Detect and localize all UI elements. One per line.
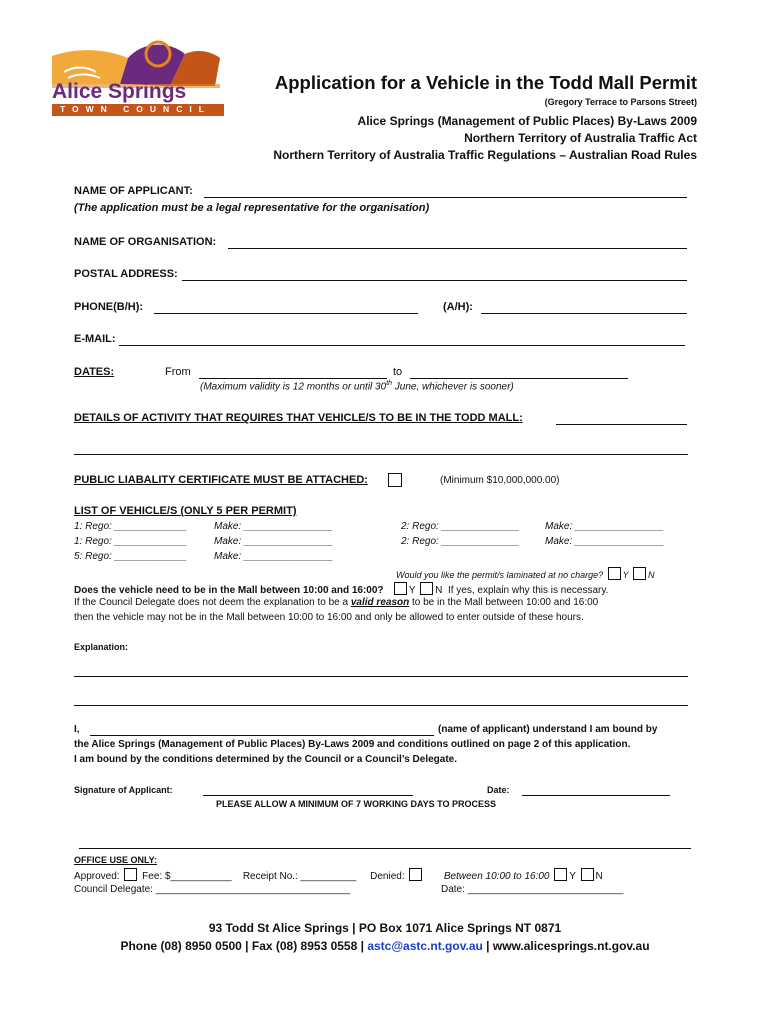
vehicle-row[interactable]: Make: ________________ (545, 521, 664, 532)
office-row-1: Approved: Fee: $___________ Receipt No.: __________ Denied: Between 10:00 to 16:00 Y N (74, 868, 603, 882)
receipt-field[interactable]: Receipt No.: __________ (242, 871, 357, 882)
liability-min: (Minimum $10,000,000.00) (440, 475, 560, 486)
dates-label: DATES: (74, 366, 115, 378)
logo-subtitle: TOWN COUNCIL (60, 104, 211, 114)
liability-checkbox[interactable] (386, 472, 404, 490)
office-heading: OFFICE USE ONLY: (74, 855, 158, 865)
vehicle-row[interactable]: Make: ________________ (545, 536, 664, 547)
approved-checkbox[interactable] (124, 868, 137, 881)
date-to-field[interactable] (410, 378, 628, 379)
form-title: Application for a Vehicle in the Todd Mall Permit (274, 72, 697, 93)
office-date-field[interactable]: Date: ____________________________ (441, 884, 624, 895)
council-logo (50, 36, 230, 118)
footer-address: 93 Todd St Alice Springs | PO Box 1071 Alice Springs NT 0871 (208, 921, 562, 935)
between-yes-checkbox[interactable] (554, 868, 567, 881)
council-delegate-field[interactable]: Council Delegate: ___________________________________ (74, 884, 351, 895)
law-line-2: Northern Territory of Australia Traffic Act (464, 131, 697, 145)
to-label: to (393, 366, 403, 378)
law-line-3: Northern Territory of Australia Traffic Regulations – Australian Road Rules (273, 148, 697, 162)
vehicle-row[interactable]: Make: ________________ (214, 536, 333, 547)
denied-checkbox[interactable] (409, 868, 422, 881)
vehicle-row[interactable]: 2: Rego: ______________ (401, 536, 520, 547)
validity-note: (Maximum validity is 12 months or until 30th June, whichever is sooner) (200, 380, 514, 393)
delegate-notice: If the Council Delegate does not deem the explanation to be a valid reason to be in the Mall between 10:00 and 16:00 (74, 597, 599, 608)
declaration-i: I, (74, 724, 80, 735)
signature-date-label: Date: (487, 785, 510, 795)
declaration-name-field[interactable] (90, 735, 434, 736)
mall-question: Does the vehicle need to be in the Mall between 10:00 and 16:00? Y N If yes, explain why this is necessary. (74, 582, 608, 596)
phone-ah-field[interactable] (481, 313, 687, 314)
footer-contact: Phone (08) 8950 0500 | Fax (08) 8953 0558 | astc@astc.nt.gov.au | www.alicesprings.nt.gov.au (120, 939, 650, 953)
declaration-line3: I am bound by the conditions determined by the Council or a Council’s Delegate. (74, 754, 458, 765)
section-divider (79, 848, 691, 849)
vehicle-row[interactable]: 5: Rego: _____________ (74, 551, 187, 562)
logo-name: Alice Springs (52, 80, 187, 103)
liability-label: PUBLIC LIABALITY CERTIFICATE MUST BE ATTACHED: (74, 474, 368, 486)
vehicles-label: LIST OF VEHICLE/S (ONLY 5 PER PERMIT) (74, 505, 297, 517)
postal-field[interactable] (182, 280, 687, 281)
phone-bh-label: PHONE(B/H): (74, 301, 144, 313)
email-label: E-MAIL: (74, 333, 116, 345)
laminated-yes-checkbox[interactable] (608, 567, 621, 580)
details-field-1[interactable] (556, 424, 687, 425)
postal-label: POSTAL ADDRESS: (74, 268, 178, 280)
allow-notice: PLEASE ALLOW A MINIMUM OF 7 WORKING DAYS TO PROCESS (216, 799, 497, 809)
phone-bh-field[interactable] (154, 313, 418, 314)
footer-email-link[interactable]: astc@astc.nt.gov.au (367, 939, 483, 953)
from-label: From (165, 366, 191, 378)
applicant-field[interactable] (204, 197, 687, 198)
declaration-line2: the Alice Springs (Management of Public Places) By-Laws 2009 and conditions outlined on page 2 of this application. (74, 739, 631, 750)
organisation-label: NAME OF ORGANISATION: (74, 236, 217, 248)
signature-label: Signature of Applicant: (74, 785, 173, 795)
fee-field[interactable]: Fee: $___________ (142, 871, 232, 882)
organisation-field[interactable] (228, 248, 687, 249)
vehicle-row[interactable]: 2: Rego: ______________ (401, 521, 520, 532)
explanation-label: Explanation: (74, 642, 129, 652)
law-line-1: Alice Springs (Management of Public Places) By-Laws 2009 (357, 114, 697, 128)
delegate-notice-line2: then the vehicle may not be in the Mall between 10:00 to 16:00 and only be allowed to enter outside of these hours. (74, 612, 584, 623)
laminated-question: Would you like the permit/s laminated at no charge? Y N (396, 567, 655, 580)
between-no-checkbox[interactable] (581, 868, 594, 881)
details-field-2[interactable] (74, 454, 688, 455)
form-subtitle: (Gregory Terrace to Parsons Street) (544, 97, 697, 107)
vehicle-row[interactable]: 1: Rego: _____________ (74, 536, 187, 547)
vehicle-row[interactable]: Make: ________________ (214, 521, 333, 532)
signature-date-field[interactable] (522, 795, 670, 796)
explanation-field-2[interactable] (74, 705, 688, 706)
vehicle-row[interactable]: Make: ________________ (214, 551, 333, 562)
date-from-field[interactable] (199, 378, 387, 379)
explanation-field-1[interactable] (74, 676, 688, 677)
laminated-no-checkbox[interactable] (633, 567, 646, 580)
applicant-note: (The application must be a legal representative for the organisation) (74, 202, 430, 214)
vehicle-row[interactable]: 1: Rego: _____________ (74, 521, 187, 532)
declaration-line1-tail: (name of applicant) understand I am bound by (438, 724, 658, 735)
signature-field[interactable] (203, 795, 413, 796)
details-label: DETAILS OF ACTIVITY THAT REQUIRES THAT VEHICLE/S TO BE IN THE TODD MALL: (74, 412, 523, 424)
phone-ah-label: (A/H): (443, 301, 473, 313)
mall-yes-checkbox[interactable] (394, 582, 407, 595)
mall-no-checkbox[interactable] (420, 582, 433, 595)
email-field[interactable] (119, 345, 685, 346)
applicant-label: NAME OF APPLICANT: (74, 185, 193, 197)
